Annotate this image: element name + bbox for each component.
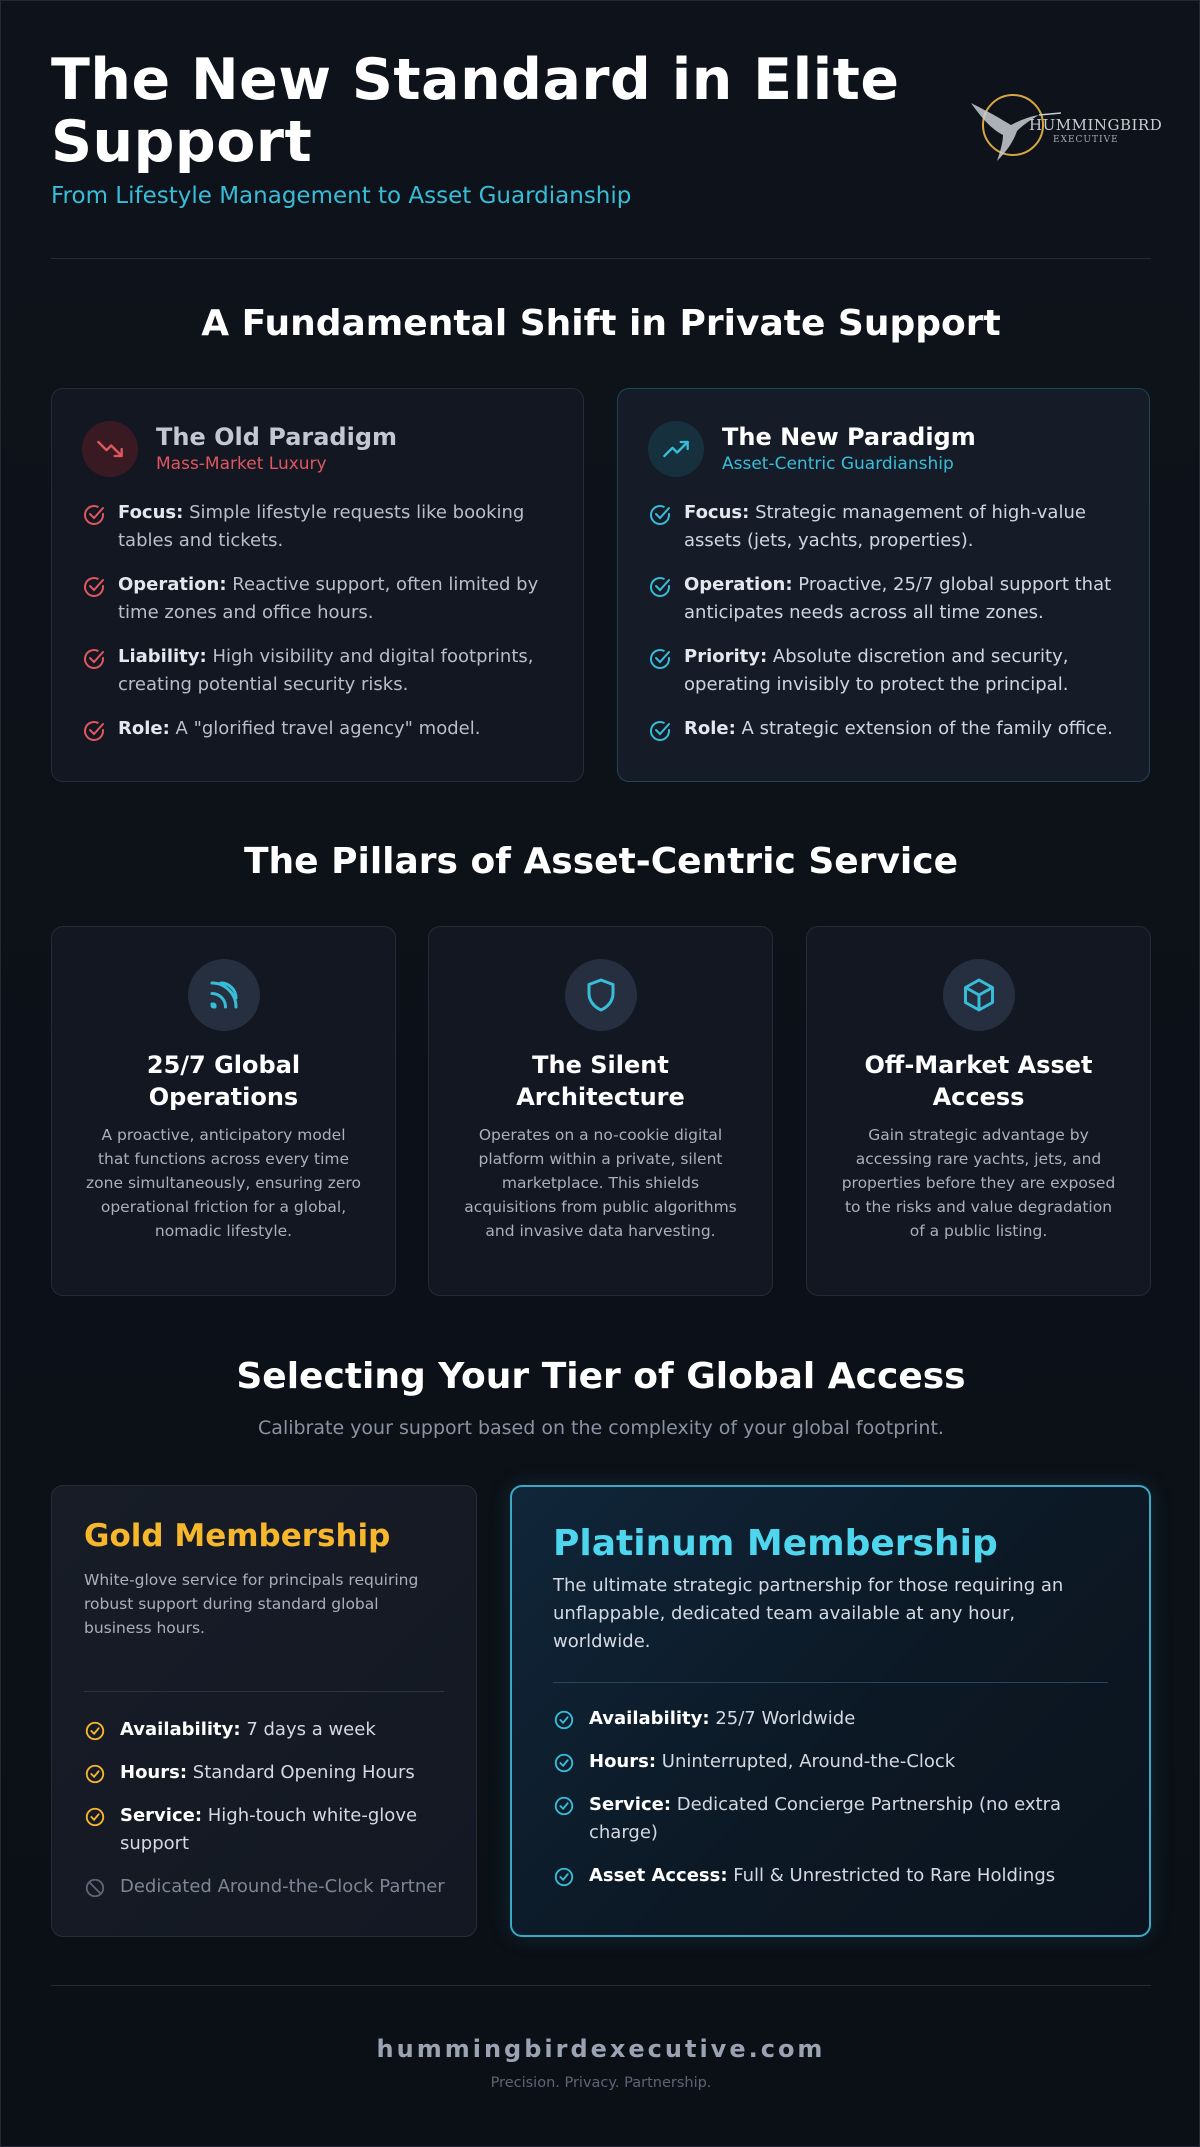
check-circle-icon: [82, 647, 106, 671]
check-circle-icon: [84, 1720, 106, 1742]
check-circle-icon: [648, 575, 672, 599]
pillar-description: Operates on a no-cookie digital platform within a private, silent marketplace. This shields acquisitions from public algorithms and invasive data harvesting.: [464, 1126, 737, 1240]
list-item: [82, 715, 553, 743]
list-item: [648, 715, 1119, 743]
list-item: [648, 499, 1119, 555]
item-label: Focus:: [118, 502, 184, 523]
item-text: A "glorified travel agency" model.: [169, 718, 481, 739]
check-circle-icon: [84, 1806, 106, 1828]
item-text: 25/7 Worldwide: [709, 1708, 856, 1729]
check-circle-icon: [648, 647, 672, 671]
item-text: Reactive support, often limited by time zones and office hours.: [118, 574, 539, 623]
logo-sub: EXECUTIVE: [1053, 135, 1119, 145]
shift-section-title: A Fundamental Shift in Private Support: [201, 303, 1001, 344]
list-item: [84, 1759, 454, 1787]
logo-name: HUMMINGBIRD: [1029, 116, 1163, 134]
gold-description: White-glove service for principals requiring robust support during standard global business hours.: [84, 1571, 419, 1637]
shield-icon: [565, 959, 637, 1031]
check-circle-icon: [553, 1752, 575, 1774]
item-label: Availability:: [589, 1708, 710, 1729]
divider: [553, 1682, 1108, 1683]
check-circle-icon: [82, 503, 106, 527]
list-item: [553, 1862, 1113, 1890]
brand-logo: [961, 91, 1163, 171]
platinum-description: The ultimate strategic partnership for those requiring an unflappable, dedicated team available at any hour, worldwide.: [553, 1575, 1064, 1652]
new-paradigm-card: [617, 388, 1150, 782]
item-label: Availability:: [120, 1719, 241, 1740]
pillars-section-title: The Pillars of Asset-Centric Service: [243, 841, 959, 882]
pillar-description: Gain strategic advantage by accessing rare yachts, jets, and properties before they are exposed to the risks and value degradation of a public listing.: [841, 1126, 1116, 1240]
pillar-card-global-operations: [51, 926, 396, 1296]
item-label: Hours:: [120, 1762, 188, 1783]
gold-membership-card[interactable]: [51, 1485, 477, 1937]
item-text: Dedicated Concierge Partnership (no extra charge): [589, 1794, 1062, 1843]
item-label: Service:: [589, 1794, 672, 1815]
footer-url-link[interactable]: hummingbirdexecutive.com: [376, 2035, 826, 2063]
new-paradigm-title: The New Paradigm: [722, 423, 976, 451]
pillar-title: The Silent Architecture: [516, 1051, 685, 1111]
item-label: Asset Access:: [589, 1865, 728, 1886]
item-label: Role:: [684, 718, 736, 739]
list-item: [648, 643, 1119, 699]
tiers-section-subtitle: Calibrate your support based on the complexity of your global footprint.: [258, 1417, 944, 1439]
item-label: Operation:: [684, 574, 793, 595]
list-item: [553, 1748, 1113, 1776]
check-circle-icon: [84, 1763, 106, 1785]
check-circle-icon: [648, 503, 672, 527]
pillar-card-silent-architecture: [428, 926, 773, 1296]
item-text: Absolute discretion and security, operating invisibly to protect the principal.: [684, 646, 1069, 695]
footer-tagline: Precision. Privacy. Partnership.: [490, 2075, 712, 2091]
divider: [51, 1985, 1151, 1986]
list-item: [553, 1791, 1113, 1847]
pillar-card-off-market-access: [806, 926, 1151, 1296]
header: [51, 47, 1163, 259]
list-item: [84, 1802, 454, 1858]
gold-title: Gold Membership: [84, 1518, 391, 1554]
list-item: [82, 499, 553, 555]
item-text: Full & Unrestricted to Rare Holdings: [727, 1865, 1056, 1886]
divider: [84, 1691, 444, 1692]
item-text: Simple lifestyle requests like booking tables and tickets.: [118, 502, 525, 551]
item-label: Focus:: [684, 502, 750, 523]
list-item-excluded: [84, 1873, 454, 1901]
check-circle-icon: [553, 1866, 575, 1888]
tiers-section-title: Selecting Your Tier of Global Access: [236, 1356, 966, 1397]
item-text: High-touch white-glove support: [120, 1805, 418, 1854]
list-item: [553, 1705, 1113, 1733]
item-text: Uninterrupted, Around-the-Clock: [656, 1751, 956, 1772]
divider: [51, 258, 1151, 259]
trending-down-icon: [82, 421, 138, 477]
item-text: A strategic extension of the family office.: [735, 718, 1113, 739]
item-label: Hours:: [589, 1751, 657, 1772]
item-text: Proactive, 25/7 global support that anticipates needs across all time zones.: [684, 574, 1112, 623]
pillar-title: Off-Market Asset Access: [864, 1051, 1093, 1111]
old-paradigm-tag: Mass-Market Luxury: [156, 454, 327, 474]
old-paradigm-card: [51, 388, 584, 782]
check-circle-icon: [553, 1709, 575, 1731]
check-circle-icon: [82, 575, 106, 599]
not-included-icon: [84, 1877, 106, 1899]
pillar-title: 25/7 Global Operations: [146, 1051, 301, 1111]
page-subtitle: From Lifestyle Management to Asset Guardianship: [51, 183, 632, 209]
page-title: The New Standard in Elite Support: [51, 47, 900, 175]
list-item: [648, 571, 1119, 627]
item-text: Dedicated Around-the-Clock Partner: [120, 1876, 445, 1897]
list-item: [82, 643, 553, 699]
item-text: Standard Opening Hours: [187, 1762, 415, 1783]
item-label: Operation:: [118, 574, 227, 595]
new-paradigm-tag: Asset-Centric Guardianship: [722, 454, 954, 474]
trending-up-icon: [648, 421, 704, 477]
item-text: High visibility and digital footprints, creating potential security risks.: [118, 646, 534, 695]
item-label: Role:: [118, 718, 170, 739]
check-circle-icon: [648, 719, 672, 743]
list-item: [84, 1716, 454, 1744]
old-paradigm-title: The Old Paradigm: [156, 423, 398, 451]
check-circle-icon: [82, 719, 106, 743]
check-circle-icon: [553, 1795, 575, 1817]
item-text: 7 days a week: [240, 1719, 376, 1740]
item-label: Priority:: [684, 646, 768, 667]
cube-icon: [943, 959, 1015, 1031]
platinum-membership-card[interactable]: [510, 1485, 1151, 1937]
platinum-title: Platinum Membership: [553, 1523, 998, 1564]
signal-waves-icon: [188, 959, 260, 1031]
item-text: Strategic management of high-value assets (jets, yachts, properties).: [684, 502, 1086, 551]
item-label: Service:: [120, 1805, 203, 1826]
item-label: Liability:: [118, 646, 207, 667]
pillar-description: A proactive, anticipatory model that functions across every time zone simultaneously, ensuring zero operational friction for a global, nomadic lifestyle.: [86, 1126, 361, 1240]
list-item: [82, 571, 553, 627]
